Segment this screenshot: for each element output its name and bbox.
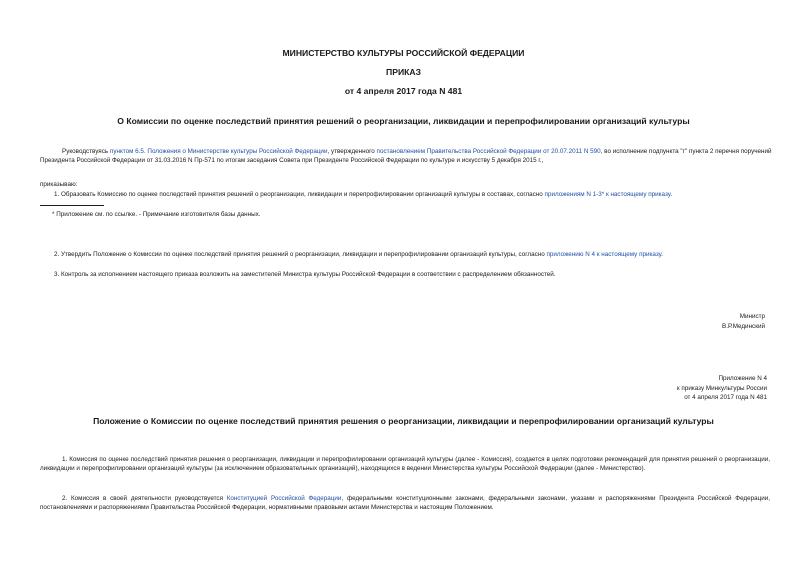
regulation-paragraph-1: 1. Комиссия по оценке последствий принятия решения о реорганизации, ликвидации и перепрофилировании организаций культуры (далее - Комиссия), создается в целях подготовки рекомендаций для принятия решений о реорганизации, ликвидации и перепрофилировании организаций культуры (за исключением образовательных организаций), находящихся в ведении Министерства культуры Российской Федерации (далее - Министерство). [40, 456, 770, 473]
prikazyvayu-label: приказываю: [40, 181, 78, 188]
item-2-end: . [661, 251, 663, 258]
regulation-title: Положение о Комиссии по оценке последствий принятия решения о реорганизации, ликвидации и перепрофилировании организаций культуры [93, 416, 714, 426]
appendix-line-3: от 4 апреля 2017 года N 481 [684, 394, 767, 402]
regulation-p2-end: , федеральными конституционными законами, федеральными законами, указами и распоряжениями Президента Российской Федерации, постановлениями и распоряжениями Правительства Российской Федерации, нормативными правовыми актами Министерства и настоящим Положением. [40, 495, 770, 512]
link-regulation-ministry[interactable]: пунктом 6.5. Положения о Министерстве культуры Российской Федерации [109, 148, 328, 155]
appendix-line-2: к приказу Минкультуры России [676, 384, 767, 392]
preamble-text-3: , во исполнение подпункта "г" пункта 2 перечня поручений Президента Российской Федерации от 31.03.2016 N Пр-571 по итогам заседания Совета при Президенте Российской Федерации по культуре и искусству 5 декабря 2015 г., [40, 148, 772, 165]
appendix-line-1: Приложение N 4 [718, 375, 767, 382]
preamble-paragraph [40, 147, 775, 165]
item-2-paragraph [40, 250, 775, 259]
preamble-text-1: Руководствуясь [62, 148, 110, 155]
signature-block [722, 312, 765, 332]
regulation-p2-text: 2. Комиссия в своей деятельности руководствуется [62, 495, 227, 502]
regulation-paragraph-2 [40, 494, 770, 512]
signature-position: Министр [739, 313, 765, 320]
item-1-paragraph [40, 190, 775, 199]
footnote: * Приложение см. по ссылке. - Примечание изготовителя базы данных. [52, 211, 261, 218]
item-1-text: 1. Образовать Комиссию по оценке последствий принятия решений о реорганизации, ликвидации и перепрофилировании организаций культуры в составах, согласно [54, 191, 545, 198]
order-title: О Комиссии по оценке последствий принятия решений о реорганизации, ликвидации и перепрофилировании организаций культуры [117, 116, 690, 126]
appendix-header [677, 374, 767, 403]
item-2-text: 2. Утвердить Положение о Комиссии по оценке последствий принятия решений о реорганизации, ликвидации и перепрофилировании организаций культуры, согласно [54, 251, 547, 258]
item-3-paragraph: 3. Контроль за исполнением настоящего приказа возложить на заместителей Министра культуры Российской Федерации в соответствии с распределением обязанностей. [54, 271, 556, 278]
link-appendix-4[interactable]: приложению N 4 к настоящему приказу [546, 251, 662, 258]
link-government-decree[interactable]: постановлением Правительства Российской Федерации от 20.07.2011 N 590 [376, 148, 601, 155]
link-constitution[interactable]: Конституцией Российской Федерации [226, 495, 342, 502]
signature-name: В.Р.Мединский [722, 322, 765, 330]
doc-type-heading: ПРИКАЗ [386, 67, 421, 77]
ministry-heading: МИНИСТЕРСТВО КУЛЬТУРЫ РОССИЙСКОЙ ФЕДЕРАЦИИ [282, 48, 525, 58]
link-appendices-1-3[interactable]: приложениям N 1-3* к настоящему приказу [544, 191, 671, 198]
item-1-end: . [670, 191, 673, 198]
footnote-divider [40, 205, 104, 206]
preamble-text-2: , утвержденного [327, 148, 377, 155]
doc-date-number: от 4 апреля 2017 года N 481 [344, 86, 463, 96]
